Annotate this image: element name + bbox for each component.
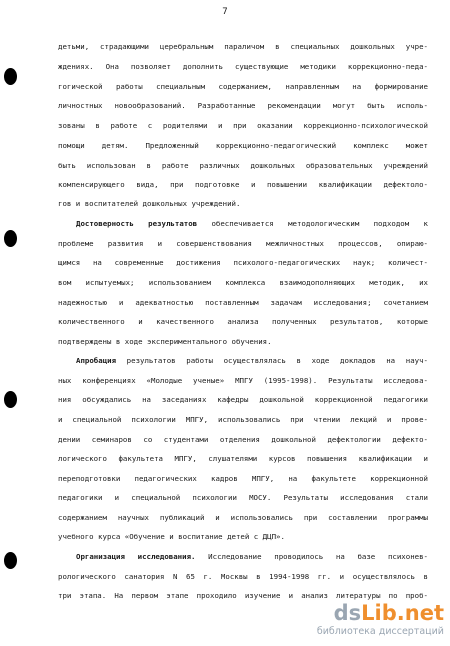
text-line: детьми, страдающими церебральным параличом в специальных дошкольных учре- xyxy=(58,42,428,51)
text-line: гогической работы специальным содержанием, направленным на формирование xyxy=(58,82,428,91)
text-line: личностных новообразований. Разработанные рекомендации могут быть исполь- xyxy=(58,101,428,110)
text-line: гов и воспитателей дошкольных учреждений. xyxy=(58,199,241,208)
text-line: ния обсуждались на заседаниях кафедры дошкольной коррекционной педагогики xyxy=(58,395,428,404)
text-line: Организация исследования. Исследование проводилось на базе психонев- xyxy=(76,552,428,561)
punch-hole xyxy=(4,230,17,247)
text-line: логического факультета МПГУ, слушателями курсов повышения квалификации и xyxy=(58,454,428,463)
text-line: надежностью и адекватностью поставленным задачам исследования; сочетанием xyxy=(58,298,428,307)
text-line: ных конференциях «Молодые ученые» МПГУ (1995-1998). Результаты исследова- xyxy=(58,376,428,385)
dslib-logo: dsLib.net xyxy=(333,601,444,625)
punch-hole xyxy=(4,391,17,408)
page-number: 7 xyxy=(222,7,228,17)
text-line: помощи детям. Предложенный коррекционно-педагогический комплекс может xyxy=(58,141,428,150)
text-line: дении семинаров со студентами отделения дошкольной дефектологии дефекто- xyxy=(58,435,428,444)
text-line: зованы в работе с родителями и при оказании коррекционно-психологической xyxy=(58,121,428,130)
text-line: переподготовки педагогических кадров МПГУ, на факультете коррекционной xyxy=(58,474,428,483)
text-line: ждениях. Она позволяет дополнить существующие методики коррекционно-педа- xyxy=(58,62,428,71)
text-line: содержанием научных публикаций и использовались при составлении программы xyxy=(58,513,428,522)
text-line: три этапа. На первом этапе проходило изучение и анализ литературы по проб- xyxy=(58,591,428,600)
text-line: педагогики и специальной психологии МОСУ. Результаты исследования стали xyxy=(58,493,428,502)
text-line: Апробация результатов работы осуществлялась в ходе докладов на науч- xyxy=(76,356,428,365)
text-line: подтверждены в ходе экспериментального обучения. xyxy=(58,337,272,346)
text-line: компенсирующего вида, при подготовке и повышении квалификации дефектоло- xyxy=(58,180,428,189)
text-line: вом испытуемых; использованием комплекса взаимодополняющих методик, их xyxy=(58,278,428,287)
text-line: количественного и качественного анализа полученных результатов, которые xyxy=(58,317,428,326)
text-line: проблеме развития и совершенствования межличностных процессов, опираю- xyxy=(58,239,428,248)
punch-hole xyxy=(4,552,17,569)
punch-hole xyxy=(4,68,17,85)
text-line: и специальной психологии МПГУ, использовались при чтении лекций и прове- xyxy=(58,415,428,424)
text-line: щимся на современные достижения психолого-педагогических наук; количест- xyxy=(58,258,428,267)
section-heading-approbation: Апробация xyxy=(76,356,117,365)
section-heading-reliability: Достоверность результатов xyxy=(76,219,198,228)
text-line: учебного курса «Обучение и воспитание детей с ДЦП». xyxy=(58,532,285,541)
dslib-watermark xyxy=(304,602,444,642)
section-heading-organization: Организация исследования. xyxy=(76,552,196,561)
watermark-subtitle: библиотека диссертаций xyxy=(316,626,444,637)
text-line: быть использован в работе различных дошкольных образовательных учреждений xyxy=(58,161,428,170)
text-line: Достоверность результатов обеспечивается методологическим подходом к xyxy=(76,219,428,228)
text-line: рологического санатория N 65 г. Москвы в 1994-1998 гг. и осуществлялось в xyxy=(58,572,428,581)
